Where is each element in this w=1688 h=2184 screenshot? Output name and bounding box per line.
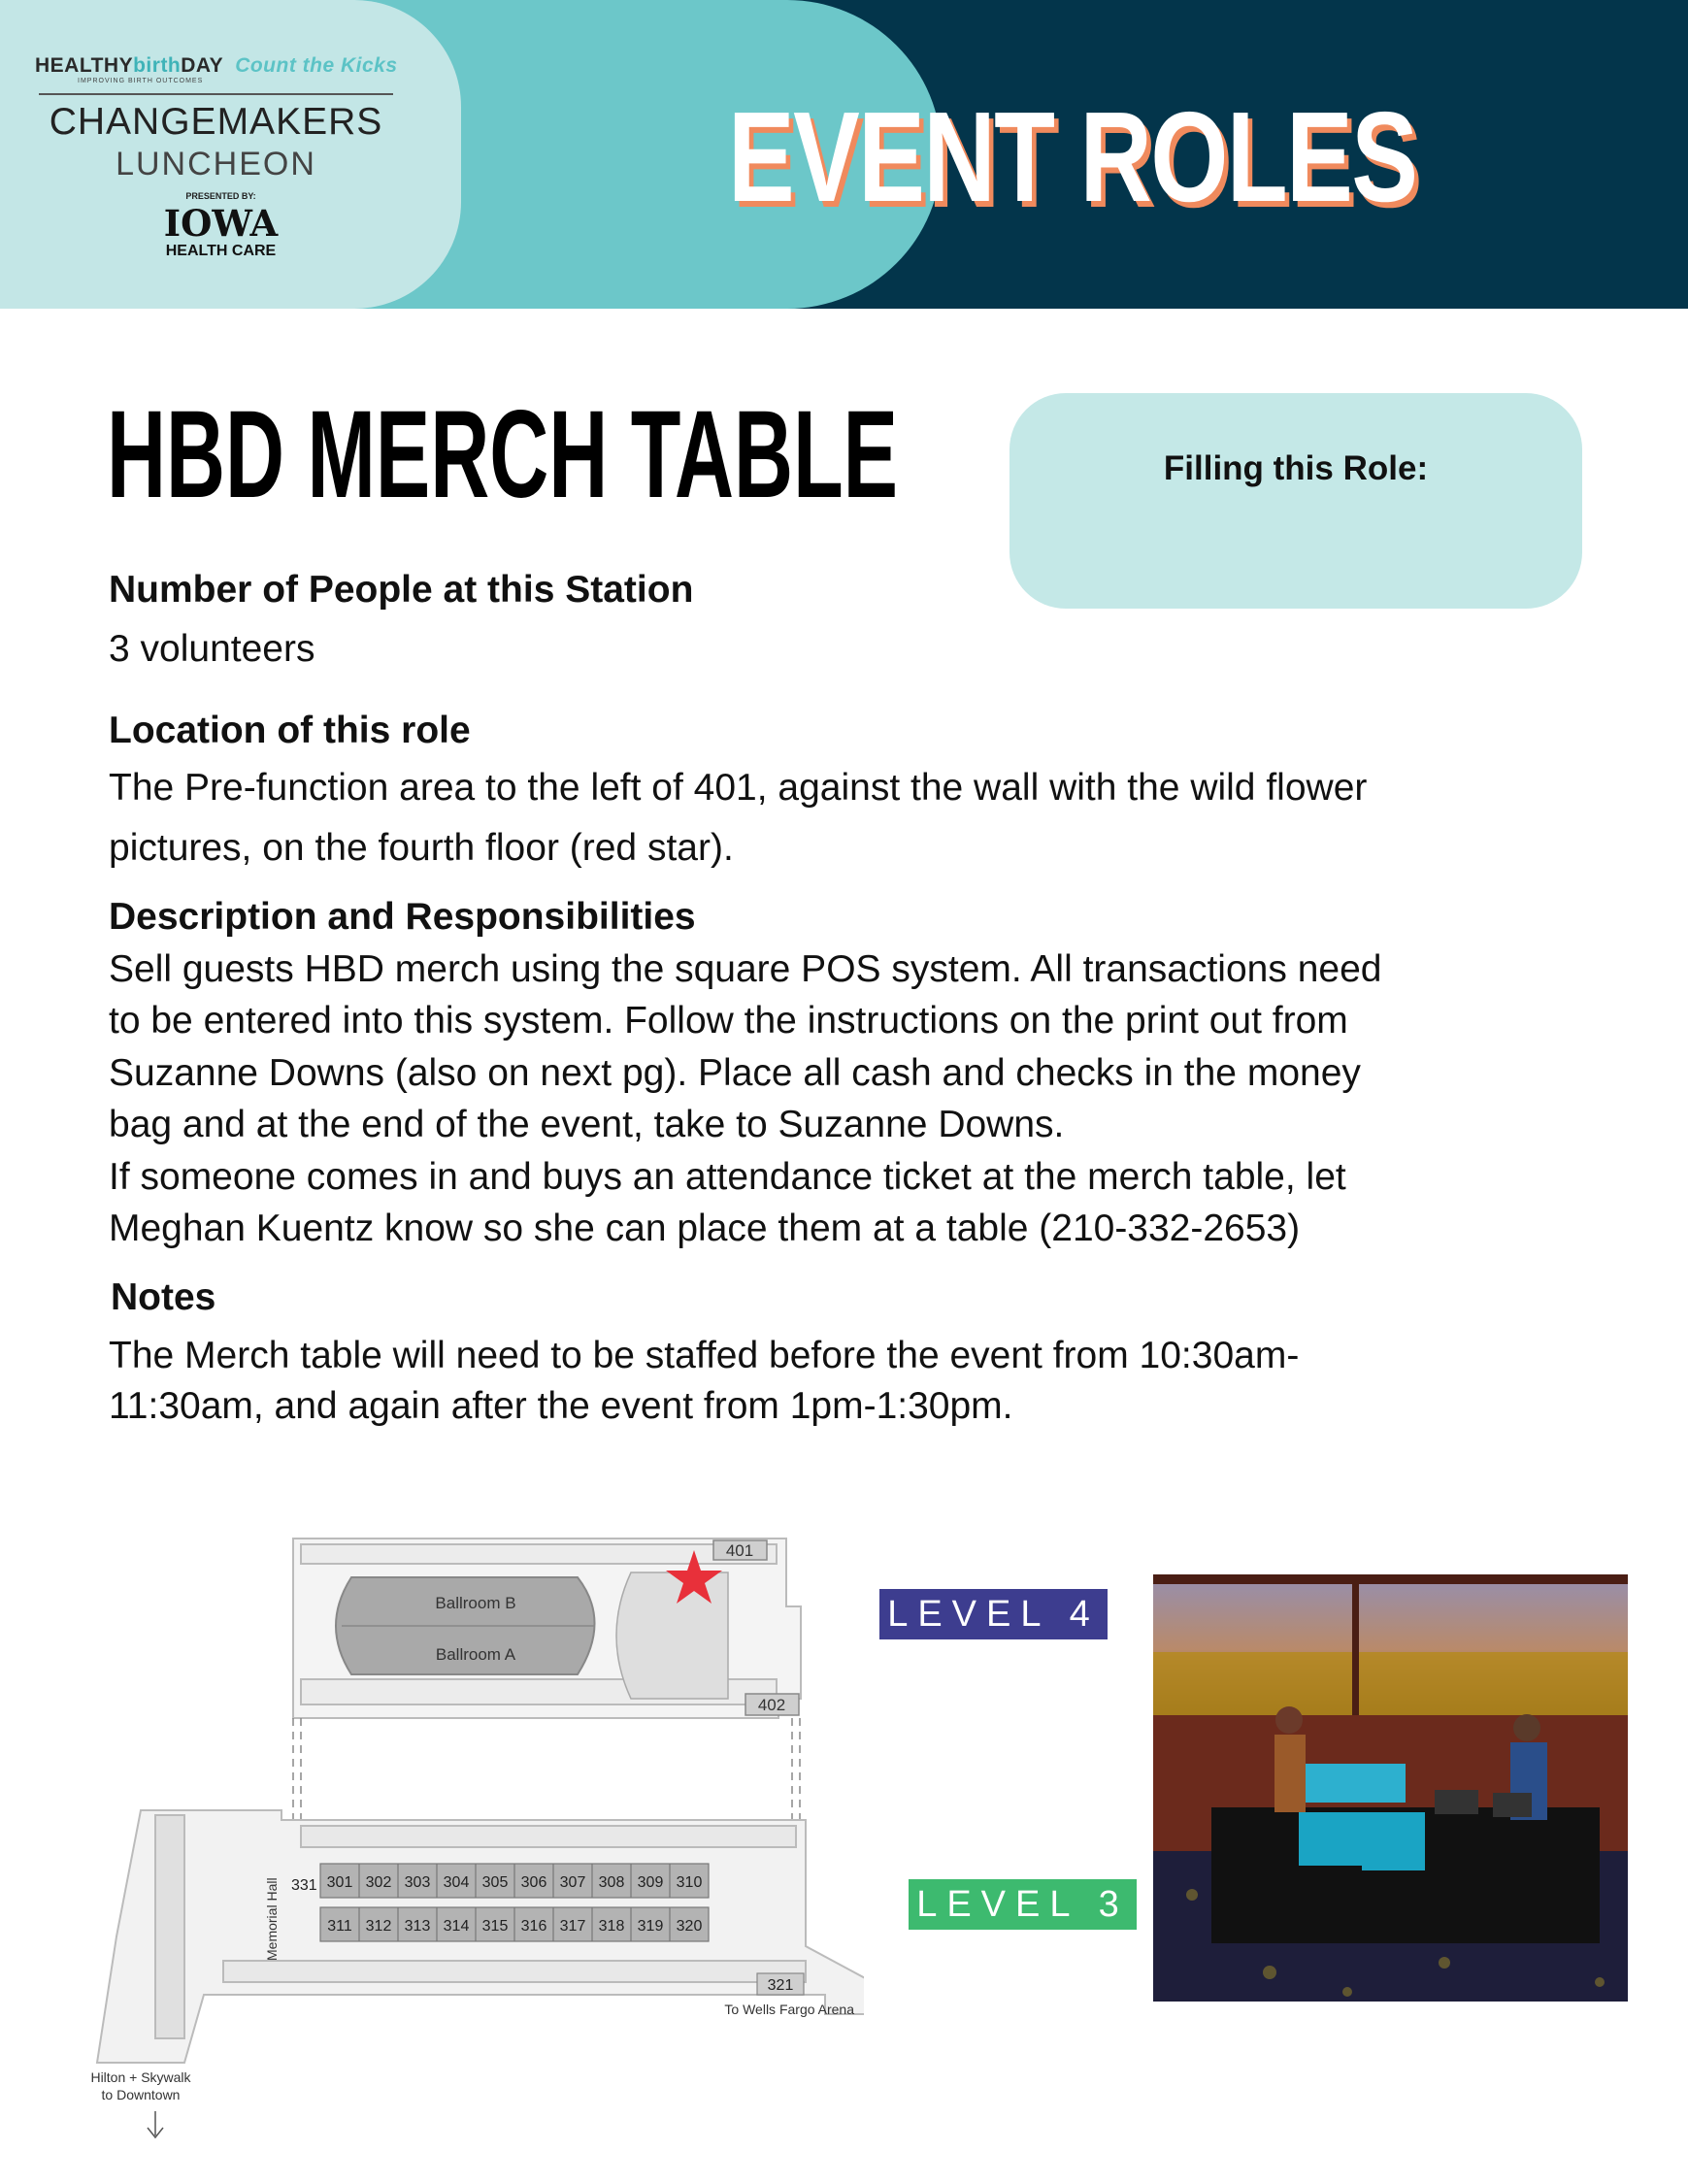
memorial-hall-label: Memorial Hall [264,1877,280,1961]
logo-changemakers: CHANGEMAKERS [49,101,383,143]
logo-birth: birth [133,54,182,77]
iowa-logo: IOWA [163,202,279,245]
room-label: 303 [404,1874,431,1891]
notes-heading: Notes [111,1276,216,1318]
room-label: 319 [637,1918,664,1935]
logo-health-care: HEALTH CARE [165,243,277,259]
floor-map [87,1529,864,2150]
room-label: 306 [520,1874,547,1891]
logo-divider [39,93,393,95]
description-line: bag and at the end of the event, take to Suzanne Downs. [109,1104,1065,1145]
down-arrow-icon [148,2111,163,2137]
logo-day: DAY [181,54,224,77]
level-4-badge: LEVEL 4 [879,1589,1108,1639]
ballroom-b-label: Ballroom B [435,1594,516,1612]
ballroom-a-label: Ballroom A [435,1645,516,1664]
room-label: 315 [481,1918,509,1935]
logo-presented-by: PRESENTED BY: [185,191,256,201]
room-label: 308 [598,1874,625,1891]
healthy-birth-day-logo [35,54,398,78]
prefunction-area [616,1572,728,1699]
filling-role-box [1009,393,1582,609]
people-heading: Number of People at this Station [109,569,694,611]
header-logo-panel [0,0,461,309]
room-label: 318 [598,1918,625,1935]
level-3-badge: LEVEL 3 [909,1879,1137,1930]
room-label: 302 [365,1874,392,1891]
room-label: 307 [559,1874,586,1891]
to-downtown-label: to Downtown [101,2087,181,2102]
people-value: 3 volunteers [109,628,315,670]
room-label: 311 [327,1918,352,1935]
location-line: pictures, on the fourth floor (red star). [109,827,734,869]
logo-healthy: HEALTHY [35,54,134,77]
location-line: The Pre-function area to the left of 401, against the wall with the wild flower [109,767,1368,809]
description-line: Sell guests HBD merch using the square POS system. All transactions need [109,948,1382,990]
room-label: 313 [404,1918,431,1935]
header-banner [0,0,1688,309]
notes-line: The Merch table will need to be staffed before the event from 10:30am- [109,1335,1300,1376]
notes-line: 11:30am, and again after the event from 1pm-1:30pm. [109,1385,1013,1427]
room-label: 312 [365,1918,392,1935]
event-roles-title: EVENT ROLES [728,85,1417,228]
description-line: Meghan Kuentz know so she can place them at a table (210-332-2653) [109,1208,1301,1249]
room-label: 304 [443,1874,470,1891]
to-wells-fargo-label: To Wells Fargo Arena [724,2002,854,2017]
room-label: 301 [326,1874,353,1891]
hilton-skywalk-label: Hilton + Skywalk [90,2069,191,2085]
room-331-label: 331 [291,1877,317,1894]
logo-tagline: IMPROVING BIRTH OUTCOMES [78,78,204,84]
room-label: 305 [481,1874,509,1891]
filling-role-label: Filling this Role: [1163,449,1429,487]
room-402-label: 402 [757,1696,786,1714]
merch-table-photo [1153,1574,1628,2002]
logo-luncheon: LUNCHEON [116,146,316,182]
room-label: 316 [520,1918,547,1935]
level-connector-lines [293,1718,800,1820]
description-line: to be entered into this system. Follow the instructions on the print out from [109,1000,1348,1042]
count-the-kicks-logo: Count the Kicks [235,54,398,77]
location-heading: Location of this role [109,710,471,751]
room-321-label: 321 [767,1977,794,1994]
description-line: If someone comes in and buys an attendance ticket at the merch table, let [109,1156,1346,1198]
room-label: 309 [637,1874,664,1891]
room-label: 320 [676,1918,703,1935]
room-401-label: 401 [725,1541,754,1560]
page-title: HBD MERCH TABLE [107,385,899,524]
room-label: 314 [443,1918,470,1935]
room-label: 310 [676,1874,703,1891]
room-label: 317 [559,1918,586,1935]
description-line: Suzanne Downs (also on next pg). Place all cash and checks in the money [109,1052,1361,1094]
description-heading: Description and Responsibilities [109,896,696,938]
